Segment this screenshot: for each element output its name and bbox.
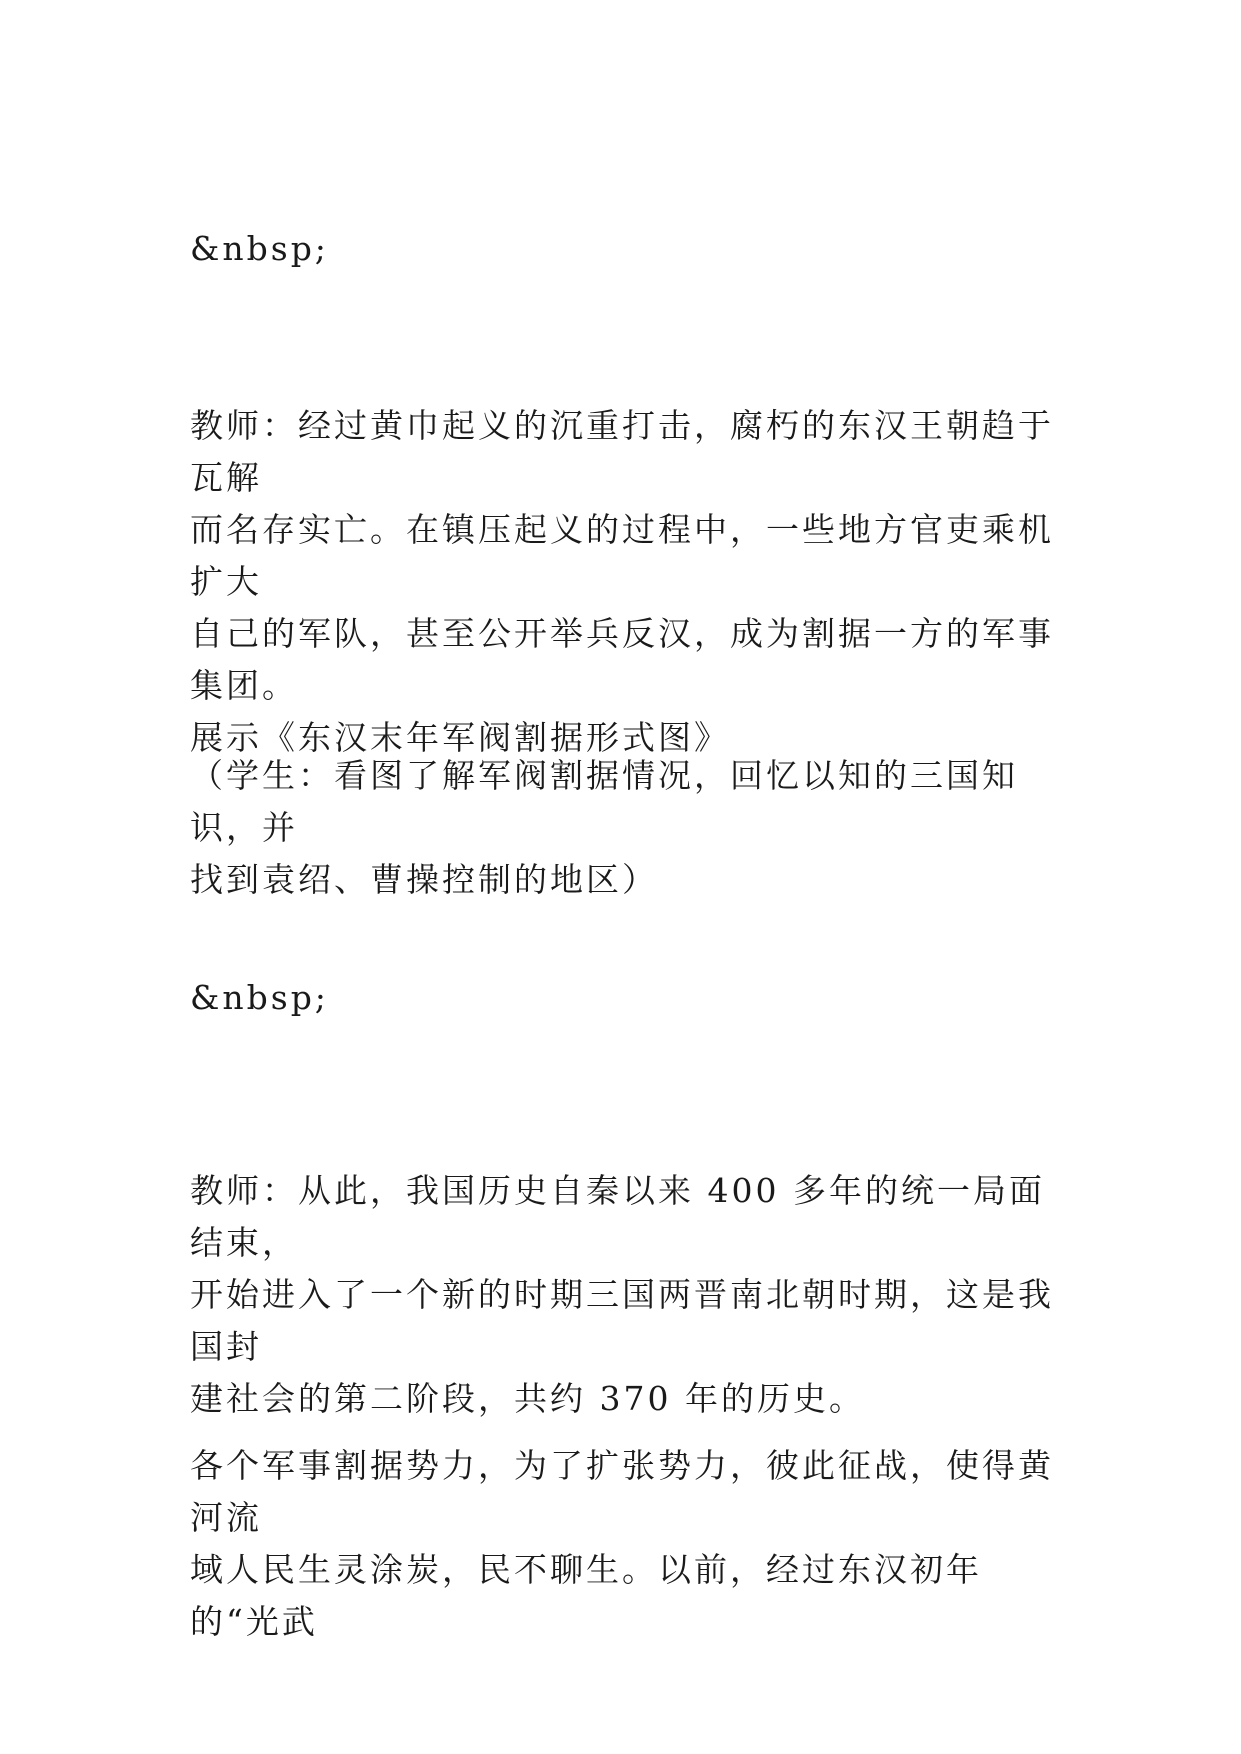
paragraph-teacher-1: 教师：经过黄巾起义的沉重打击，腐朽的东汉王朝趋于瓦解 而名存实亡。在镇压起义的过程中，一些地方官吏乘机扩大 自己的军队，甚至公开举兵反汉，成为割据一方的军事集团。 展示《东汉末年军阀割据形式图》	[190, 406, 1054, 757]
paragraph-teacher-2: 教师：从此，我国历史自秦以来 400 多年的统一局面结束， 开始进入了一个新的时期三国两晋南北朝时期，这是我国封 建社会的第二阶段，共约 370 年的历史。	[190, 1171, 1054, 1418]
paragraph-narrative: 各个军事割据势力，为了扩张势力，彼此征战，使得黄河流 域人民生灵涂炭，民不聊生。以前，经过东汉初年的“光武	[190, 1446, 1054, 1641]
paragraph-nbsp-2: &nbsp;	[190, 978, 329, 1017]
paragraph-nbsp-1: &nbsp;	[190, 229, 329, 268]
paragraph-student: （学生：看图了解军阀割据情况，回忆以知的三国知识，并 找到袁绍、曹操控制的地区）	[190, 756, 1018, 899]
